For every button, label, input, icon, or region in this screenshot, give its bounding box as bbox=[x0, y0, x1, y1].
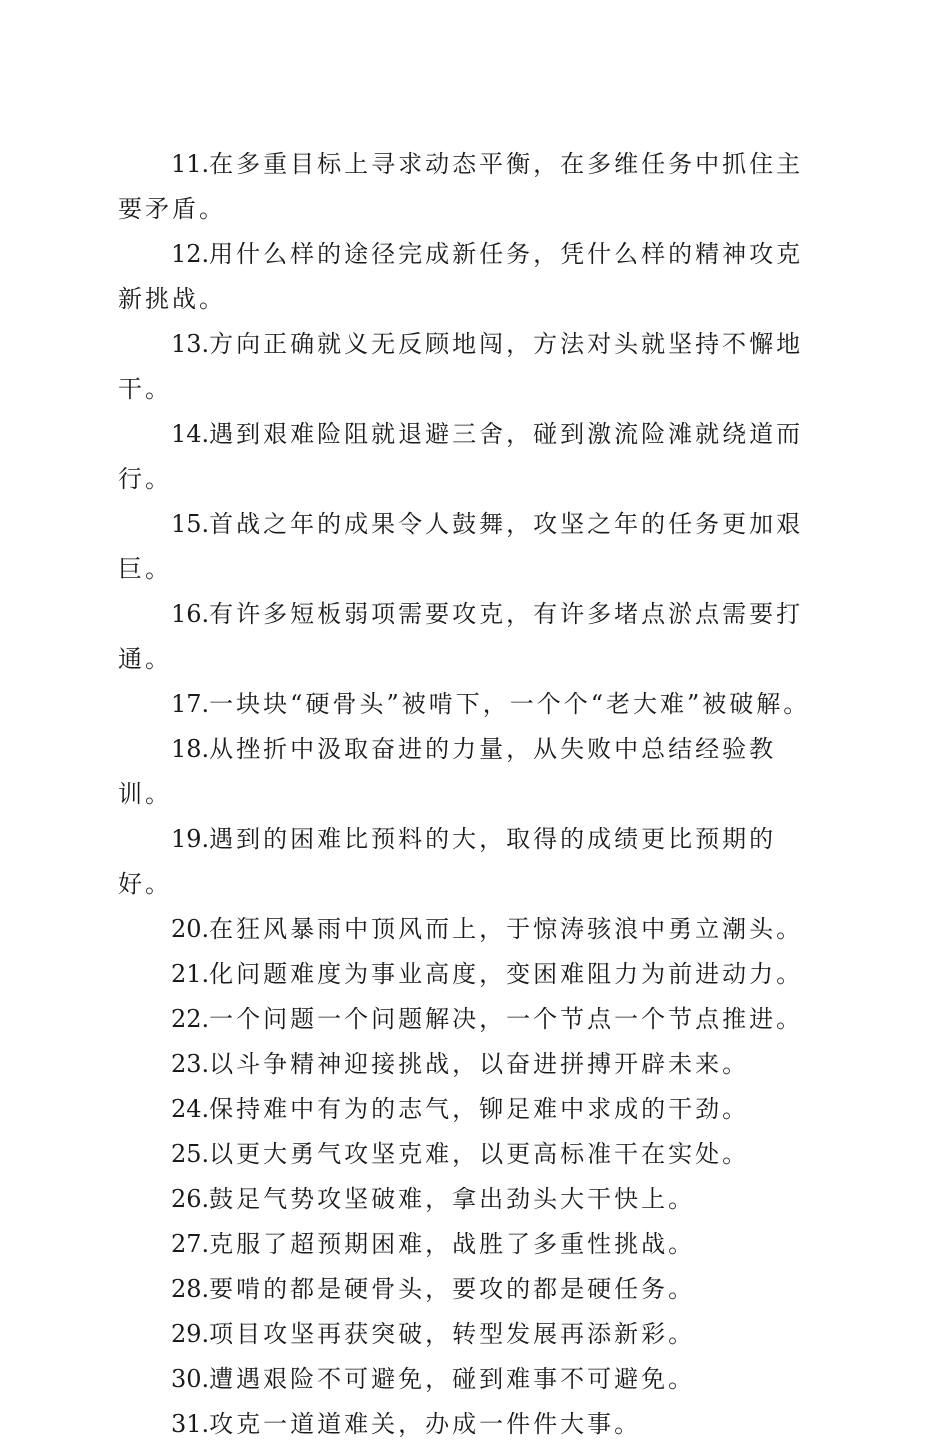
item-text: 化问题难度为事业高度，变困难阻力为前进动力。 bbox=[209, 960, 804, 988]
list-item bbox=[118, 412, 828, 502]
item-text: 遇到的困难比预料的大，取得的成绩更比预期的好。 bbox=[118, 825, 777, 898]
item-text: 在多重目标上寻求动态平衡，在多维任务中抓住主要矛盾。 bbox=[118, 150, 804, 223]
item-text: 方向正确就义无反顾地闯，方法对头就坚持不懈地干。 bbox=[118, 330, 804, 403]
list-item bbox=[118, 1132, 828, 1177]
list-item bbox=[118, 1312, 828, 1357]
item-number: 20. bbox=[171, 915, 210, 943]
item-number: 16. bbox=[171, 600, 210, 628]
item-number: 27. bbox=[171, 1230, 210, 1258]
item-text: 以斗争精神迎接挑战，以奋进拼搏开辟未来。 bbox=[209, 1050, 750, 1078]
list-item bbox=[118, 1402, 828, 1447]
list-item bbox=[118, 997, 828, 1042]
item-text: 从挫折中汲取奋进的力量，从失败中总结经验教训。 bbox=[118, 735, 777, 808]
item-number: 28. bbox=[171, 1275, 210, 1303]
item-text: 首战之年的成果令人鼓舞，攻坚之年的任务更加艰巨。 bbox=[118, 510, 804, 583]
list-item bbox=[118, 952, 828, 997]
list-item bbox=[118, 142, 828, 232]
item-text: 一块块“硬骨头”被啃下，一个个“老大难”被破解。 bbox=[209, 690, 811, 718]
item-number: 11. bbox=[171, 150, 210, 178]
item-text: 用什么样的途径完成新任务，凭什么样的精神攻克新挑战。 bbox=[118, 240, 804, 313]
item-number: 14. bbox=[171, 420, 210, 448]
list-item bbox=[118, 1042, 828, 1087]
list-item bbox=[118, 1267, 828, 1312]
item-text: 遇到艰难险阻就退避三舍，碰到激流险滩就绕道而行。 bbox=[118, 420, 804, 493]
list-item bbox=[118, 1357, 828, 1402]
item-number: 17. bbox=[171, 690, 210, 718]
item-number: 18. bbox=[171, 735, 210, 763]
list-item bbox=[118, 502, 828, 592]
item-text: 攻克一道道难关，办成一件件大事。 bbox=[209, 1410, 642, 1438]
item-number: 15. bbox=[171, 510, 210, 538]
item-number: 30. bbox=[171, 1365, 210, 1393]
item-text: 在狂风暴雨中顶风而上，于惊涛骇浪中勇立潮头。 bbox=[209, 915, 804, 943]
list-item bbox=[118, 1087, 828, 1132]
item-number: 25. bbox=[171, 1140, 210, 1168]
list-item bbox=[118, 727, 828, 817]
item-text: 遭遇艰险不可避免，碰到难事不可避免。 bbox=[209, 1365, 696, 1393]
item-number: 29. bbox=[171, 1320, 210, 1348]
item-text: 一个问题一个问题解决，一个节点一个节点推进。 bbox=[209, 1005, 804, 1033]
list-item bbox=[118, 592, 828, 682]
item-number: 12. bbox=[171, 240, 210, 268]
item-text: 保持难中有为的志气，铆足难中求成的干劲。 bbox=[209, 1095, 750, 1123]
list-item bbox=[118, 1222, 828, 1267]
item-number: 19. bbox=[171, 825, 210, 853]
list-item bbox=[118, 817, 828, 907]
document-body bbox=[118, 142, 828, 1447]
item-number: 26. bbox=[171, 1185, 210, 1213]
item-number: 23. bbox=[171, 1050, 210, 1078]
item-text: 克服了超预期困难，战胜了多重性挑战。 bbox=[209, 1230, 696, 1258]
item-number: 24. bbox=[171, 1095, 210, 1123]
list-item bbox=[118, 1177, 828, 1222]
item-number: 22. bbox=[171, 1005, 210, 1033]
item-number: 13. bbox=[171, 330, 210, 358]
list-item bbox=[118, 907, 828, 952]
list-item bbox=[118, 322, 828, 412]
list-item bbox=[118, 232, 828, 322]
item-text: 项目攻坚再获突破，转型发展再添新彩。 bbox=[209, 1320, 696, 1348]
item-text: 要啃的都是硬骨头，要攻的都是硬任务。 bbox=[209, 1275, 696, 1303]
list-item bbox=[118, 682, 828, 727]
item-text: 以更大勇气攻坚克难，以更高标准干在实处。 bbox=[209, 1140, 750, 1168]
item-text: 有许多短板弱项需要攻克，有许多堵点淤点需要打通。 bbox=[118, 600, 804, 673]
item-text: 鼓足气势攻坚破难，拿出劲头大干快上。 bbox=[209, 1185, 696, 1213]
item-number: 31. bbox=[171, 1410, 210, 1438]
item-number: 21. bbox=[171, 960, 210, 988]
